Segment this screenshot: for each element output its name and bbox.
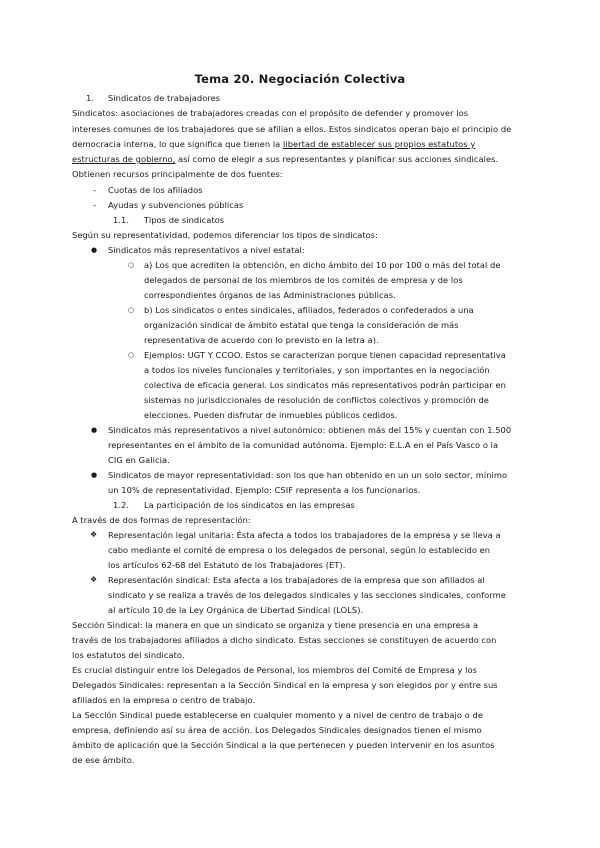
paragraph-line: de ese ámbito.	[72, 755, 135, 765]
section-heading: Sindicatos de trabajadores	[108, 93, 221, 103]
sublist-line: correspondientes órganos de las Administraciones públicas.	[144, 290, 396, 300]
bullet-marker: ●	[91, 246, 98, 254]
section-number: 1.	[86, 93, 95, 103]
intro-text: democracia interna, lo que significa que tienen la	[72, 139, 283, 149]
list-item: representantes en el ámbito de la comunidad autónoma. Ejemplo: E.L.A en el País Vasco o la	[108, 440, 499, 450]
list-item: Sindicatos más representativos a nivel estatal:	[108, 245, 305, 255]
paragraph-line: afiliados en la empresa o centro de trabajo.	[72, 695, 256, 705]
paragraph-line: través de los trabajadores afiliados a dicho sindicato. Estas secciones se constituyen de acuerdo con	[72, 635, 497, 645]
underlined-text: libertad de establecer sus propios estatutos y	[283, 139, 476, 149]
sublist-line: b) Los sindicatos o entes sindicales, afiliados, federados o confederados a una	[144, 305, 474, 315]
sublist-line: a todos los niveles funcionales y territoriales, y son importantes en la negociación	[144, 365, 490, 375]
intro-line	[72, 138, 475, 150]
diamond-marker: ❖	[90, 575, 98, 584]
paragraph-line: Según su representatividad, podemos diferenciar los tipos de sindicatos:	[72, 230, 379, 240]
intro-line: Sindicatos: asociaciones de trabajadores creadas con el propósito de defender y promover los	[72, 108, 469, 118]
sublist-line: delegados de personal de los miembros de los comités de empresa y de los	[144, 275, 463, 285]
sublist-line: sistemas no jurisdiccionales de resolución de conflictos colectivos y promoción de	[144, 395, 489, 405]
list-item: Representación legal unitaria: Ésta afecta a todos los trabajadores de la empresa y se lleva a	[108, 530, 501, 540]
sublist-line: colectiva de eficacia general. Los sindicatos más representativos podrán participar en	[144, 380, 506, 390]
subsection-heading: La participación de los sindicatos en las empresas	[144, 500, 355, 510]
paragraph-line: ámbito de aplicación que la Sección Sindical a la que pertenecen y pueden intervenir en los asuntos	[72, 740, 495, 750]
bullet-marker: ●	[91, 471, 98, 479]
intro-line: Obtienen recursos principalmente de dos fuentes:	[72, 169, 283, 179]
underlined-text: estructuras de gobierno,	[72, 154, 176, 164]
paragraph-line: Sección Sindical: la manera en que un sindicato se organiza y tiene presencia en una empresa a	[72, 620, 479, 630]
paragraph-line: Delegados Sindicales: representan a la Sección Sindical en la empresa y son elegidos por y entre sus	[72, 680, 498, 690]
sublist-line: Ejemplos: UGT Y CCOO. Estos se caracterizan porque tienen capacidad representativa	[144, 350, 506, 360]
intro-text: así como de elegir a sus representantes y planificar sus acciones sindicales.	[175, 154, 499, 164]
paragraph-line: los estatutos del sindicato.	[72, 650, 185, 660]
intro-line	[72, 153, 498, 165]
document-title: Tema 20. Negociación Colectiva	[194, 72, 406, 86]
subsection-heading: Tipos de sindicatos	[144, 215, 225, 225]
dash-marker: -	[93, 200, 96, 210]
paragraph-line: A través de dos formas de representación:	[72, 515, 251, 525]
circle-marker: ○	[128, 306, 135, 314]
list-item: Cuotas de los afiliados	[108, 185, 203, 195]
list-item: Ayudas y subvenciones públicas	[108, 200, 244, 210]
subsection-number: 1.2.	[113, 500, 130, 510]
paragraph-line: La Sección Sindical puede establecerse en cualquier momento y a nivel de centro de trabajo o de	[72, 710, 483, 720]
intro-line: intereses comunes de los trabajadores que se afilian a ellos. Estos sindicatos operan bajo el principio de	[72, 124, 512, 134]
list-item: CIG en Galicia.	[108, 455, 170, 465]
subsection-number: 1.1.	[113, 215, 130, 225]
circle-marker: ○	[128, 261, 135, 269]
list-item: Sindicatos de mayor representatividad: son los que han obtenido en un un solo sector, mínimo	[108, 470, 508, 480]
paragraph-line: Es crucial distinguir entre los Delegados de Personal, los miembros del Comité de Empresa y los	[72, 665, 477, 675]
list-item: sindicato y se realiza a través de los delegados sindicales y las secciones sindicales, conforme	[108, 590, 506, 600]
sublist-line: organización sindical de ámbito estatal que tenga la consideración de más	[144, 320, 459, 330]
list-item: al artículo 10 de la Ley Orgánica de Libertad Sindical (LOLS).	[108, 605, 364, 615]
sublist-line: a) Los que acrediten la obtención, en dicho ámbito del 10 por 100 o más del total de	[144, 260, 501, 270]
bullet-marker: ●	[91, 426, 98, 434]
dash-marker: -	[93, 185, 96, 195]
circle-marker: ○	[128, 351, 135, 359]
sublist-line: representativa de acuerdo con lo previsto en la letra a).	[144, 335, 379, 345]
list-item: un 10% de representatividad. Ejemplo: CSIF representa a los funcionarios.	[108, 485, 421, 495]
diamond-marker: ❖	[90, 530, 98, 539]
list-item: los artículos 62-68 del Estatuto de los Trabajadores (ET).	[108, 560, 346, 570]
list-item: Sindicatos más representativos a nivel autonómico: obtienen más del 15% y cuentan con 1.500	[108, 425, 512, 435]
sublist-line: elecciones. Pueden disfrutar de inmuebles públicos cedidos.	[144, 410, 398, 420]
list-item: Representación sindical: Esta afecta a los trabajadores de la empresa que son afiliados al	[108, 575, 485, 585]
list-item: cabo mediante el comité de empresa o los delegados de personal, según lo establecido en	[108, 545, 491, 555]
paragraph-line: empresa, definiendo así su área de acción. Los Delegados Sindicales designados tienen el mismo	[72, 725, 482, 735]
